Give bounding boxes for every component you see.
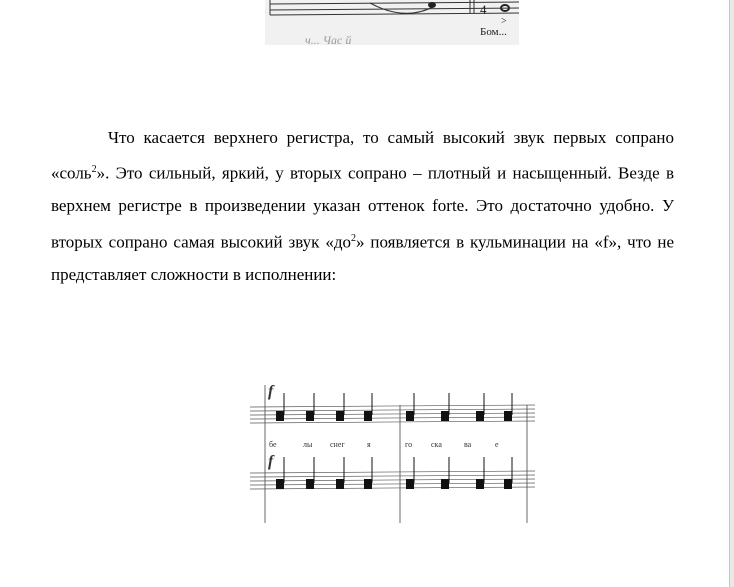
chord-notehead: [306, 479, 314, 489]
music-score-excerpt-top: [265, 0, 519, 45]
staff-line: [250, 487, 535, 489]
staff-line: [250, 483, 535, 485]
svg-text:>: >: [501, 16, 507, 27]
lyric-text: Бом...: [480, 26, 507, 38]
superscript: 2: [350, 232, 356, 244]
chord-notehead: [276, 479, 284, 489]
chord-notehead: [276, 411, 284, 421]
lyric-syllable: е: [495, 440, 499, 449]
chord-notehead: [306, 411, 314, 421]
staff-line: [250, 409, 535, 411]
superscript: 2: [91, 164, 97, 176]
staff-drawing: [265, 0, 519, 45]
lyric-syllable: лы: [303, 440, 313, 449]
body-paragraph: [51, 122, 674, 291]
text-run: » появляется в кульминации на «f», что не представляет сложности в исполнении:: [51, 232, 674, 284]
staff-line: [250, 405, 535, 407]
staff-line: [250, 417, 535, 419]
staff-line: [250, 421, 535, 423]
lyric-syllable: го: [405, 440, 413, 449]
chord-notehead: [441, 411, 449, 421]
music-score-excerpt-bottom: [250, 385, 535, 523]
staff-line: [250, 413, 535, 415]
lyric-syllable: ва: [464, 440, 472, 449]
staff-line: [250, 475, 535, 477]
staff-line: [250, 479, 535, 481]
staff-line: [250, 471, 535, 473]
lyric-syllable: я: [367, 440, 371, 449]
svg-text:4: 4: [480, 2, 487, 17]
chord-notehead: [441, 479, 449, 489]
text-run: ». Это сильный, яркий, у вторых сопрано – плотный и насыщенный. Везде в верхнем регистре в произведении указан оттенок forte. Это достаточно удобно. У вторых сопрано самая высокий звук «до: [51, 164, 674, 252]
dynamic-marking: f: [268, 453, 274, 470]
chord-notehead: [504, 411, 512, 421]
lyric-syllable: бе: [269, 440, 277, 449]
chord-notehead: [476, 411, 484, 421]
dynamic-marking: f: [268, 383, 274, 400]
lyric-syllable: ска: [431, 440, 442, 449]
chord-notehead: [336, 479, 344, 489]
svg-text:ч... Час й: ч... Час й: [305, 33, 352, 45]
chord-notehead: [364, 479, 372, 489]
chord-notehead: [504, 479, 512, 489]
chord-notehead: [406, 411, 414, 421]
lyric-syllable: снег: [330, 440, 345, 449]
staff-drawing: [250, 385, 535, 523]
chord-notehead: [364, 411, 372, 421]
chord-notehead: [476, 479, 484, 489]
text-run: Что касается верхнего регистра, то самый высокий звук первых сопрано «соль: [51, 128, 674, 184]
chord-notehead: [336, 411, 344, 421]
chord-notehead: [406, 479, 414, 489]
